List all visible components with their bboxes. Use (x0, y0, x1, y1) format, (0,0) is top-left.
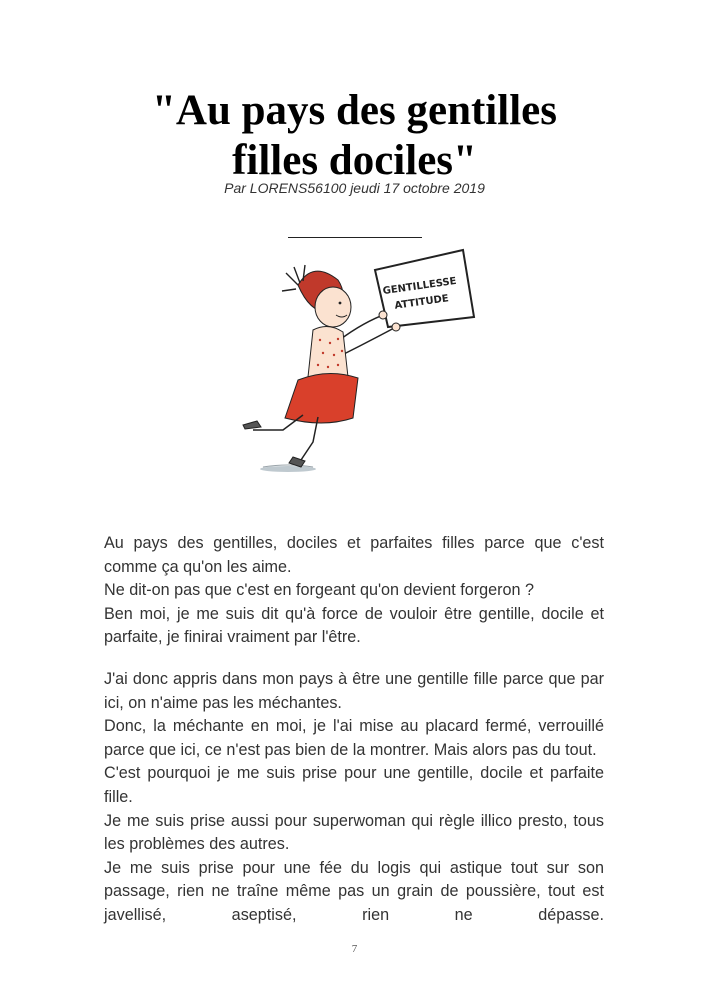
divider (288, 237, 422, 238)
paragraph-line: Au pays des gentilles, dociles et parfaites filles parce que c'est comme ça qu'on les aime. (104, 534, 604, 576)
title-line-2: filles dociles" (232, 137, 477, 184)
article-title (0, 86, 709, 186)
paragraph-line: C'est pourquoi je me suis prise pour une gentille, docile et parfaite fille. (104, 764, 604, 806)
paragraph-line: Je me suis prise aussi pour superwoman qui règle illico presto, tous les problèmes des autres. (104, 811, 604, 854)
girl-with-sign-illustration (228, 245, 488, 490)
article-body (104, 532, 604, 928)
sign-text-1: GENTILLESSE (382, 275, 458, 298)
sign-text-2: ATTITUDE (393, 293, 450, 312)
paragraph-line: J'ai donc appris dans mon pays à être une gentille fille parce que par ici, on n'aime pas les méchantes. (104, 669, 604, 712)
paragraph-line: Ne dit-on pas que c'est en forgeant qu'on devient forgeron ? (104, 581, 535, 600)
title-line-1: "Au pays des gentilles (152, 87, 557, 134)
byline: Par LORENS56100 jeudi 17 octobre 2019 (224, 180, 485, 196)
paragraph-line: Ben moi, je me suis dit qu'à force de vouloir être gentille, docile et parfaite, je finirai vraiment par l'être. (104, 604, 604, 647)
sign-board (375, 250, 474, 327)
skirt (285, 373, 358, 423)
page-number: 7 (351, 943, 358, 955)
paragraph-gap (104, 650, 604, 668)
paragraph-line: Donc, la méchante en moi, je l'ai mise au placard fermé, verrouillé parce que ici, ce n'est pas bien de la montrer. Mais alors pas du tout. (104, 717, 604, 759)
paragraph-line: Je me suis prise pour une fée du logis qui astique tout sur son passage, rien ne traîne même pas un grain de poussière, tout est javellisé, aseptisé, rien ne dépasse. (104, 858, 604, 924)
